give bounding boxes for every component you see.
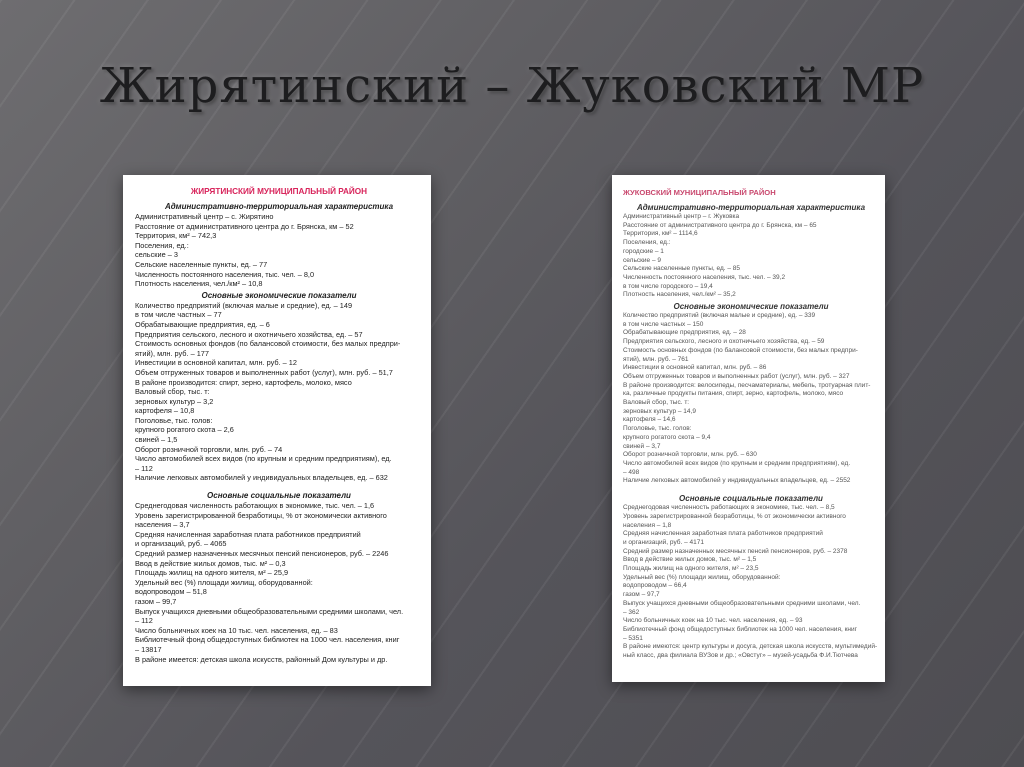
left-doc-text-line: Валовый сбор, тыс. т: <box>135 387 210 397</box>
right-doc-text-line: Число больничных коек на 10 тыс. чел. населения, ед. – 93 <box>623 617 803 625</box>
right-doc-text-line: городские – 1 <box>623 247 664 255</box>
right-doc-text-line: в том числе частных – 150 <box>623 320 704 328</box>
left-doc-text-line: Удельный вес (%) площади жилищ, оборудованной: <box>135 577 313 587</box>
left-doc-text-line: Среднегодовая численность работающих в экономике, тыс. чел. – 1,6 <box>135 501 375 511</box>
left-doc-text-line: Предприятия сельского, лесного и охотничьего хозяйства, ед. – 57 <box>135 329 363 339</box>
right-doc-text-line: Библиотечный фонд общедоступных библиотек на 1000 чел. населения, книг <box>623 625 858 633</box>
left-doc-text-line: Ввод в действие жилых домов, тыс. м² – 0,3 <box>135 558 286 568</box>
right-doc-text-line: Наличие легковых автомобилей у индивидуальных владельцев, ед. – 2552 <box>623 477 851 485</box>
left-doc-text-line: крупного рогатого скота – 2,6 <box>135 425 234 435</box>
slide-title: Жирятинский – Жуковский МР <box>99 58 925 114</box>
right-doc-text-line: Число автомобилей всех видов (по крупным и средним предприятиям), ед. <box>623 459 851 467</box>
left-doc-text-line: Число автомобилей всех видов (по крупным и средним предприятиям), ед. <box>135 454 392 464</box>
left-doc-text-line: Численность постоянного населения, тыс. чел. – 8,0 <box>135 269 315 279</box>
left-doc-text-line: Количество предприятий (включая малые и средние), ед. – 149 <box>135 300 353 310</box>
left-doc-text-line: сельские – 3 <box>135 250 178 260</box>
left-doc-text-line: Стоимость основных фондов (по балансовой стоимости, без малых предпри- <box>135 339 401 349</box>
left-doc-text-line: Сельские населенные пункты, ед. – 77 <box>135 259 268 269</box>
left-doc-text-line: Библиотечный фонд общедоступных библиотек на 1000 чел. населения, книг <box>135 635 400 645</box>
left-doc-text-line: Уровень зарегистрированной безработицы, % от экономически активного <box>135 510 387 520</box>
left-doc-text-line: картофеля – 10,8 <box>135 406 195 416</box>
right-doc-text-line: в том числе городского – 19,4 <box>623 282 713 290</box>
left-doc-text-line: Наличие легковых автомобилей у индивидуальных владельцев, ед. – 632 <box>135 473 388 483</box>
right-doc-text-line: Средняя начисленная заработная плата работников предприятий <box>623 530 823 538</box>
right-doc-text-line: Численность постоянного населения, тыс. чел. – 39,2 <box>623 273 786 281</box>
left-doc-section-title: Административно-территориальная характеристика <box>164 202 394 211</box>
left-doc-text-line: Обрабатывающие предприятия, ед. – 6 <box>135 319 270 329</box>
left-doc-text-line: свиней – 1,5 <box>135 435 178 445</box>
right-doc-text-line: сельские – 9 <box>623 256 662 264</box>
left-doc-text-line: и организаций, руб. – 4065 <box>135 539 227 549</box>
right-doc-text-line: Среднегодовая численность работающих в экономике, тыс. чел. – 8,5 <box>623 504 835 512</box>
left-document-page <box>123 175 431 686</box>
left-document-heading: ЖИРЯТИНСКИЙ МУНИЦИПАЛЬНЫЙ РАЙОН <box>190 187 368 196</box>
right-doc-text-line: Площадь жилищ на одного жителя, м² – 23,5 <box>623 565 759 573</box>
right-doc-text-line: зерновых культур – 14,9 <box>623 407 696 415</box>
right-doc-text-line: Инвестиции в основной капитал, млн. руб. – 86 <box>623 364 767 372</box>
right-doc-text-line: Административный центр – г. Жуковка <box>623 213 740 220</box>
left-doc-text-line: Оборот розничной торговли, млн. руб. – 74 <box>135 444 283 454</box>
right-doc-text-line: Ввод в действие жилых домов, тыс. м² – 1,5 <box>623 556 757 564</box>
left-doc-text-line: Число больничных коек на 10 тыс. чел. населения, ед. – 83 <box>135 625 338 635</box>
left-doc-text-line: Территория, км² – 742,3 <box>135 231 217 241</box>
left-doc-section-title: Основные экономические показатели <box>201 290 357 300</box>
right-doc-text-line: ный класс, два филиала ВУЗов и др.; «Овстуг» – музей-усадьба Ф.И.Тютчева <box>623 652 858 660</box>
left-doc-text-line: Административный центр – с. Жирятино <box>135 212 274 221</box>
right-doc-text-line: Поселения, ед.: <box>623 239 671 247</box>
left-doc-text-line: Поселения, ед.: <box>135 240 189 250</box>
left-doc-text-line: Плотность населения, чел./км² – 10,8 <box>135 279 263 289</box>
right-doc-text-line: Поголовье, тыс. голов: <box>623 425 692 433</box>
right-doc-text-line: водопроводом – 66,4 <box>623 582 687 590</box>
left-doc-text-line: – 13817 <box>135 644 162 654</box>
right-doc-text-line: Количество предприятий (включая малые и средние), ед. – 339 <box>623 312 816 320</box>
left-doc-text-line: населения – 3,7 <box>135 520 190 530</box>
right-doc-spacer <box>623 486 879 492</box>
left-doc-text-line: Объем отгруженных товаров и выполненных работ (услуг), млн. руб. – 51,7 <box>135 367 393 377</box>
right-doc-text-line: Стоимость основных фондов (по балансовой стоимости, без малых предпри- <box>623 346 858 354</box>
right-doc-text-line: Предприятия сельского, лесного и охотничьего хозяйства, ед. – 59 <box>623 338 825 346</box>
right-doc-text-line: Территория, км² – 1114,6 <box>623 230 698 238</box>
right-doc-text-line: ка, различные продукты питания, спирт, зерно, картофель, молоко, мясо <box>623 390 844 398</box>
left-doc-text-line: Инвестиции в основной капитал, млн. руб. – 12 <box>135 358 297 368</box>
right-doc-text-line: Сельские населенные пункты, ед. – 85 <box>623 265 741 273</box>
right-doc-text-line: Выпуск учащихся дневными общеобразовательными средними школами, чел. <box>623 599 861 607</box>
left-doc-text-line: Средняя начисленная заработная плата работников предприятий <box>135 529 361 539</box>
left-doc-section-title: Основные социальные показатели <box>207 491 351 501</box>
left-doc-text-line: В районе производится: спирт, зерно, картофель, молоко, мясо <box>135 377 352 387</box>
left-doc-text-line: зерновых культур – 3,2 <box>135 396 214 406</box>
left-doc-text-line: Поголовье, тыс. голов: <box>135 415 213 425</box>
right-doc-text-line: и организаций, руб. – 4171 <box>623 538 705 546</box>
right-doc-text-line: населения – 1,8 <box>623 521 672 529</box>
right-doc-text-line: Обрабатывающие предприятия, ед. – 28 <box>623 329 746 337</box>
right-document-body <box>623 188 879 661</box>
right-doc-text-line: крупного рогатого скота – 9,4 <box>623 433 711 441</box>
right-doc-text-line: Удельный вес (%) площади жилищ, оборудованной: <box>623 573 781 581</box>
left-doc-text-line: в том числе частных – 77 <box>135 310 222 320</box>
right-doc-section-title: Основные социальные показатели <box>679 494 823 504</box>
left-doc-text-line: – 112 <box>135 616 153 626</box>
left-doc-text-line: водопроводом – 51,8 <box>135 587 207 597</box>
left-doc-text-line: В районе имеется: детская школа искусств, районный Дом культуры и др. <box>135 654 388 664</box>
right-doc-text-line: ятий), млн. руб. – 761 <box>623 355 689 363</box>
right-doc-text-line: – 498 <box>623 468 640 476</box>
left-doc-text-line: – 112 <box>135 463 153 473</box>
right-document-page <box>612 175 885 682</box>
right-doc-text-line: В районе производится: велосипеды, песчаматериалы, мебель, тротуарная плит- <box>623 381 871 389</box>
right-doc-text-line: Валовый сбор, тыс. т: <box>623 399 690 407</box>
right-doc-text-line: Объем отгруженных товаров и выполненных работ (услуг), млн. руб. – 327 <box>623 372 850 380</box>
left-doc-text-line: Расстояние от административного центра до г. Брянска, км – 52 <box>135 221 354 231</box>
right-doc-text-line: картофеля – 14,6 <box>623 416 676 424</box>
right-doc-section-title: Основные экономические показатели <box>673 302 829 312</box>
left-document-body <box>135 187 423 664</box>
right-doc-text-line: Расстояние от административного центра до г. Брянска, км – 65 <box>623 221 817 229</box>
right-doc-text-line: Оборот розничной торговли, млн. руб. – 630 <box>623 451 757 459</box>
right-document-heading: ЖУКОВСКИЙ МУНИЦИПАЛЬНЫЙ РАЙОН <box>623 188 776 197</box>
left-doc-spacer <box>135 483 423 489</box>
right-doc-text-line: – 5351 <box>623 634 643 642</box>
left-doc-text-line: ятий), млн. руб. – 177 <box>135 348 209 358</box>
left-doc-text-line: Выпуск учащихся дневными общеобразовательными средними школами, чел. <box>135 606 404 616</box>
right-doc-text-line: Плотность населения, чел./км² – 35,2 <box>623 291 736 299</box>
right-doc-text-line: В районе имеются: центр культуры и досуга, детская школа искусств, мультимедий- <box>623 643 878 651</box>
left-doc-text-line: Средний размер назначенных месячных пенсий пенсионеров, руб. – 2246 <box>135 549 389 558</box>
left-doc-text-line: Площадь жилищ на одного жителя, м² – 25,9 <box>135 568 289 578</box>
right-doc-text-line: – 362 <box>623 608 640 616</box>
right-doc-section-title: Административно-территориальная характеристика <box>636 203 866 212</box>
left-doc-text-line: газом – 99,7 <box>135 596 177 606</box>
right-doc-text-line: свиней – 3,7 <box>623 442 661 450</box>
right-doc-text-line: Средний размер назначенных месячных пенсий пенсионеров, руб. – 2378 <box>623 547 848 555</box>
right-doc-text-line: газом – 97,7 <box>623 591 660 599</box>
right-doc-text-line: Уровень зарегистрированной безработицы, % от экономически активного <box>623 512 846 520</box>
